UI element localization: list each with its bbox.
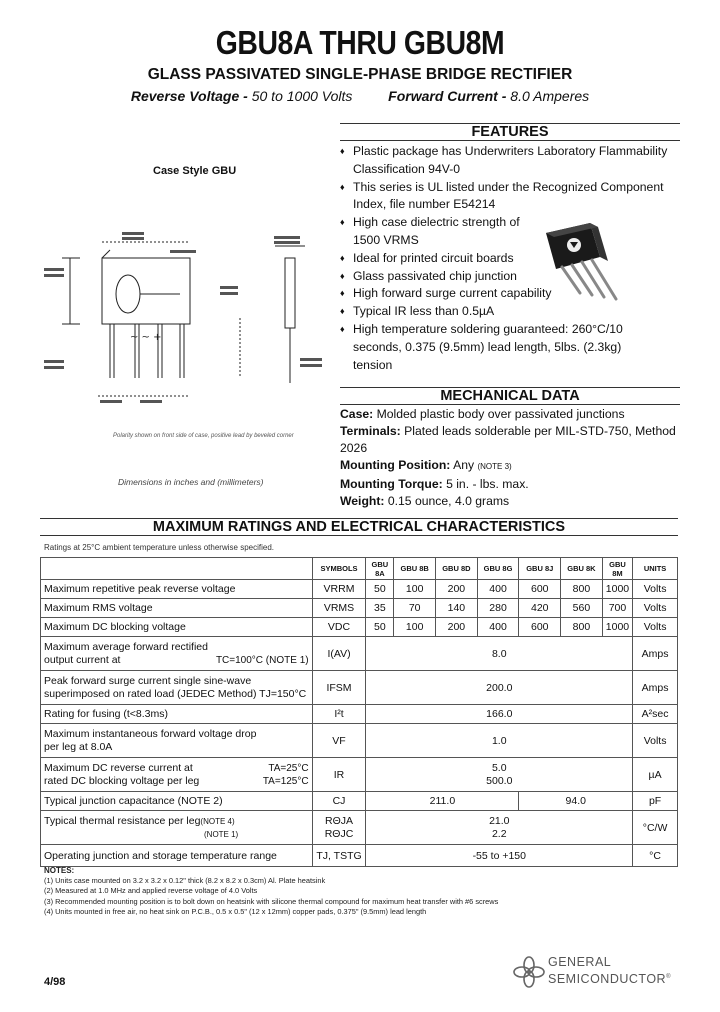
part-header: GBU 8B — [394, 558, 436, 580]
table-row: Operating junction and storage temperature range TJ, TSTG -55 to +150 °C — [41, 845, 678, 867]
features-bottom-rule — [340, 140, 680, 141]
forward-current-value: 8.0 Amperes — [510, 88, 590, 104]
diamond-bullet-icon: ♦ — [340, 146, 345, 156]
part-header: GBU 8G — [477, 558, 519, 580]
case-outline-drawing — [40, 228, 330, 418]
symbols-header: SYMBOLS — [312, 558, 366, 580]
diamond-bullet-icon: ♦ — [340, 252, 345, 263]
part-header: GBU 8J — [519, 558, 561, 580]
subtitle: GLASS PASSIVATED SINGLE-PHASE BRIDGE RECTIFIER — [147, 66, 573, 83]
table-bottom-rule — [40, 535, 678, 536]
case-style-label: Case Style GBU — [153, 165, 237, 177]
table-heading: MAXIMUM RATINGS AND ELECTRICAL CHARACTERISTICS — [152, 519, 566, 535]
mech-weight: Weight: 0.15 ounce, 4.0 grams — [340, 493, 510, 508]
table-row: Maximum repetitive peak reverse voltage VRRM 50 100 200 400 600 800 1000 Volts — [41, 580, 678, 599]
reverse-voltage-value: 50 to 1000 Volts — [251, 88, 353, 104]
diamond-bullet-icon: ♦ — [340, 181, 345, 192]
mech-terminals: Terminals: Plated leads solderable per MIL-STD-750, Method 2026 — [340, 423, 676, 455]
diamond-bullet-icon: ♦ — [340, 323, 345, 334]
polarity-note: Polarity shown on front side of case, positive lead by beveled corner — [113, 433, 294, 439]
mech-bottom-rule — [340, 404, 680, 405]
diamond-bullet-icon: ♦ — [340, 217, 345, 228]
reverse-voltage-label: Reverse Voltage - — [130, 88, 248, 104]
forward-current-label: Forward Current - — [388, 88, 507, 104]
table-row: Maximum average forward rectified output current at TC=100°C (NOTE 1) I(AV) 8.0 Amps — [41, 637, 678, 671]
brand-name: GENERAL SEMICONDUCTOR® — [548, 955, 672, 987]
dimensions-note: Dimensions in inches and (millimeters) — [118, 477, 264, 487]
part-header: GBU 8D — [436, 558, 478, 580]
ambient-note: Ratings at 25°C ambient temperature unless otherwise specified. — [44, 543, 274, 552]
table-row: Maximum RMS voltage VRMS 35 70 140 280 420 560 700 Volts — [41, 599, 678, 618]
feature-item: ♦ Typical IR less than 0.5µA — [340, 303, 680, 321]
note-item: (4) Units mounted in free air, no heat sink on P.C.B., 0.5 x 0.5" (12 x 12mm) copper pads, 0.375" (9.5mm) lead length — [44, 906, 427, 916]
diamond-bullet-icon: ♦ — [340, 306, 345, 317]
features-heading: FEATURES — [471, 124, 549, 140]
mech-torque: Mounting Torque: 5 in. - lbs. max. — [340, 476, 529, 491]
part-header: GBU 8K — [561, 558, 603, 580]
mechanical-heading: MECHANICAL DATA — [440, 388, 580, 404]
feature-item: ♦ Glass passivated chip junction — [340, 268, 680, 286]
table-row: Maximum instantaneous forward voltage drop per leg at 8.0A VF 1.0 Volts — [41, 724, 678, 758]
table-row: Maximum DC reverse current at TA=25°C rated DC blocking voltage per leg TA=125°C IR 5.0 500.0 µA — [41, 758, 678, 792]
note-item: (2) Measured at 1.0 MHz and applied reverse voltage of 4.0 Volts — [44, 886, 258, 896]
note-item: (3) Recommended mounting position is to bolt down on heatsink with silicone thermal compound for maximum heat transfer with #6 screws — [44, 896, 499, 906]
bridge-rectifier-package-image — [538, 215, 638, 305]
general-semiconductor-logo-icon — [512, 955, 546, 989]
feature-item: ♦ Ideal for printed circuit boards — [340, 250, 680, 268]
feature-item: ♦ High forward surge current capability — [340, 285, 680, 303]
notes-heading: NOTES: — [44, 866, 75, 875]
feature-item: ♦ High temperature soldering guaranteed: 260°C/10 seconds, 0.375 (9.5mm) lead length, 5lbs. (2.3kg) tension — [340, 321, 623, 372]
table-row: Maximum DC blocking voltage VDC 50 100 200 400 600 800 1000 Volts — [41, 618, 678, 637]
feature-item: ♦ This series is UL listed under the Recognized Component Index, file number E54214 — [340, 179, 664, 212]
mech-case: Case: Molded plastic body over passivated junctions — [340, 407, 625, 421]
ratings-table — [40, 557, 678, 867]
table-row: Peak forward surge current single sine-wave superimposed on rated load (JEDEC Method) TJ=150°C IFSM 200.0 Amps — [41, 671, 678, 705]
mech-mounting-position: Mounting Position: Any (NOTE 3) — [340, 457, 512, 472]
notes — [44, 866, 498, 917]
mechanical-data — [340, 406, 680, 509]
note-item: (1) Units case mounted on 3.2 x 3.2 x 0.12" thick (8.2 x 8.2 x 0.3cm) Al. Plate heatsink — [44, 876, 326, 886]
table-row: Typical junction capacitance (NOTE 2) CJ 211.0 94.0 pF — [41, 792, 678, 811]
part-header: GBU 8A — [366, 558, 394, 580]
svg-text:~ ~ +: ~ ~ + — [130, 332, 162, 343]
table-row: Rating for fusing (t<8.3ms) I²t 166.0 A²sec — [41, 705, 678, 724]
ratings-line — [0, 88, 720, 104]
diamond-bullet-icon: ♦ — [340, 270, 345, 281]
revision-date: 4/98 — [44, 976, 66, 988]
table-row: Typical thermal resistance per leg(NOTE 4) (NOTE 1) RΘJA RΘJC 21.0 2.2 °C/W — [41, 811, 678, 845]
units-header: UNITS — [633, 558, 678, 580]
page-title: GBU8A THRU GBU8M — [215, 24, 505, 61]
feature-item: ♦ Plastic package has Underwriters Laboratory Flammability Classification 94V-0 — [340, 144, 668, 176]
table-header-row — [41, 558, 678, 580]
part-header: GBU 8M — [602, 558, 632, 580]
diamond-bullet-icon: ♦ — [340, 288, 345, 299]
feature-item: ♦ High case dielectric strength of 1500 VRMS — [340, 215, 520, 247]
